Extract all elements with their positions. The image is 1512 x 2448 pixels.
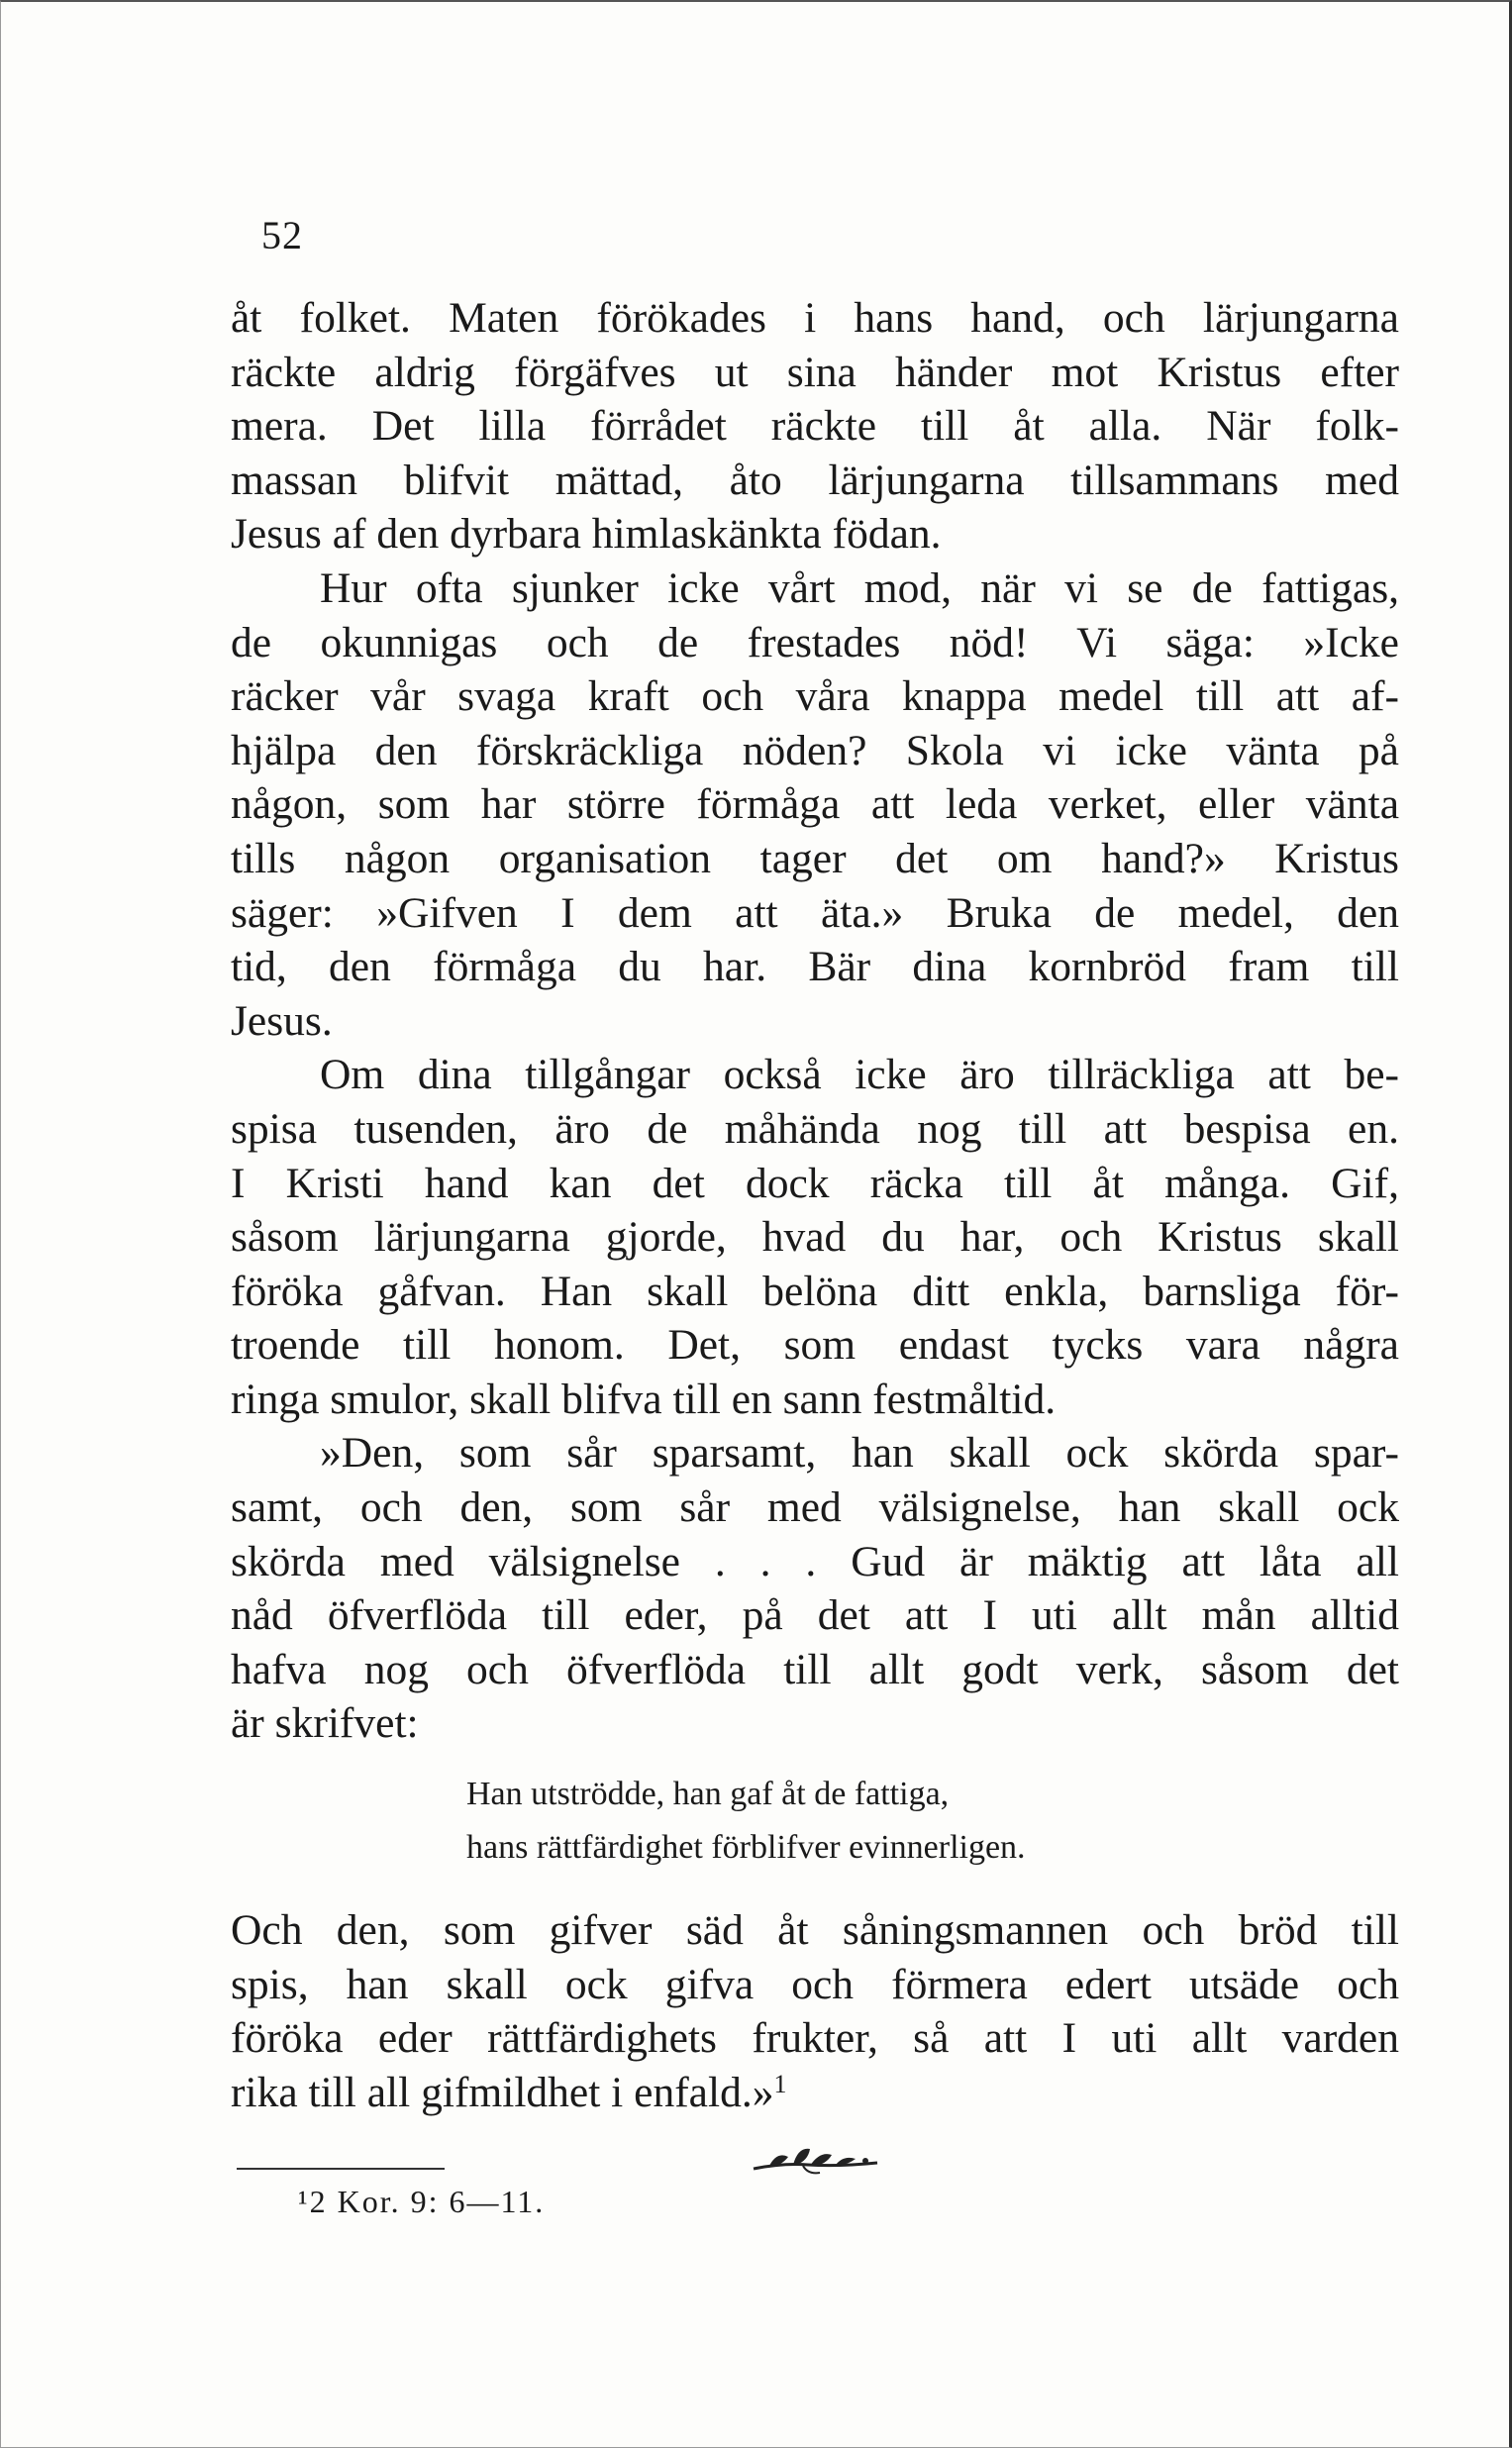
body-line: åt folket. Maten förökades i hans hand, och lärjungarna <box>231 294 1399 342</box>
body-line: räckte aldrig förgäfves ut sina händer mot Kristus efter <box>231 348 1399 396</box>
footnote-divider <box>237 2168 445 2170</box>
body-line: ringa smulor, skall blifva till en sann festmåltid. <box>231 1375 1057 1423</box>
body-line: nåd öfverflöda till eder, på det att I uti allt mån alltid <box>231 1591 1399 1640</box>
footnote-marker: 1 <box>773 2069 787 2098</box>
body-line: Om dina tillgångar också icke äro tillräckliga att be- <box>320 1051 1399 1099</box>
body-line: föröka gåfvan. Han skall belöna ditt enkla, barnsliga för- <box>231 1267 1399 1315</box>
body-line: I Kristi hand kan det dock räcka till åt många. Gif, <box>231 1159 1399 1207</box>
body-line: »Den, som sår sparsamt, han skall ock skörda spar- <box>320 1429 1399 1478</box>
scripture-quote <box>466 1768 1026 1875</box>
page-number: 52 <box>261 213 303 257</box>
body-line: Jesus. <box>231 996 333 1045</box>
verse-line: hans rättfärdighet förblifver evinnerligen. <box>466 1829 1026 1866</box>
body-line: Jesus af den dyrbara himlaskänkta födan. <box>231 510 942 559</box>
body-text <box>231 291 1399 1751</box>
closing-line: föröka eder rättfärdighets frukter, så att I uti allt varden <box>231 2014 1399 2063</box>
body-line: säger: »Gifven I dem att äta.» Bruka de medel, den <box>231 888 1399 937</box>
closing-text <box>231 1903 1399 2119</box>
body-line: såsom lärjungarna gjorde, hvad du har, och Kristus skall <box>231 1213 1399 1262</box>
body-line: troende till honom. Det, som endast tycks vara några <box>231 1321 1399 1370</box>
body-line: massan blifvit mättad, åto lärjungarna tillsammans med <box>231 456 1399 504</box>
body-line: räcker vår svaga kraft och våra knappa medel till att af- <box>231 672 1399 721</box>
floral-ornament-icon <box>749 2139 882 2179</box>
closing-line: spis, han skall ock gifva och förmera edert utsäde och <box>231 1960 1399 2008</box>
body-line: hafva nog och öfverflöda till allt godt verk, såsom det <box>231 1645 1399 1693</box>
body-line: mera. Det lilla förrådet räckte till åt alla. När folk- <box>231 402 1399 451</box>
footnote: ¹2 Kor. 9: 6—11. <box>298 2184 546 2219</box>
closing-line: Och den, som gifver säd åt såningsmannen och bröd till <box>231 1906 1399 1954</box>
verse-line: Han utströdde, han gaf åt de fattiga, <box>466 1776 950 1812</box>
body-line: skörda med välsignelse . . . Gud är mäktig att låta all <box>231 1537 1399 1585</box>
body-line: samt, och den, som sår med välsignelse, han skall ock <box>231 1483 1399 1532</box>
body-line: är skrifvet: <box>231 1699 419 1748</box>
body-line: någon, som har större förmåga att leda verket, eller vänta <box>231 780 1399 829</box>
body-line: tid, den förmåga du har. Bär dina kornbröd fram till <box>231 943 1399 991</box>
body-line: hjälpa den förskräckliga nöden? Skola vi icke vänta på <box>231 726 1399 774</box>
closing-line-with-note <box>231 2066 1399 2120</box>
body-line: Hur ofta sjunker icke vårt mod, när vi se de fattigas, <box>320 563 1399 612</box>
closing-line: rika till all gifmildhet i enfald.» <box>231 2068 774 2116</box>
body-line: tills någon organisation tager det om hand?» Kristus <box>231 834 1399 882</box>
body-line: de okunnigas och de frestades nöd! Vi säga: »Icke <box>231 618 1399 666</box>
body-line: spisa tusenden, äro de måhända nog till att bespisa en. <box>231 1104 1399 1153</box>
